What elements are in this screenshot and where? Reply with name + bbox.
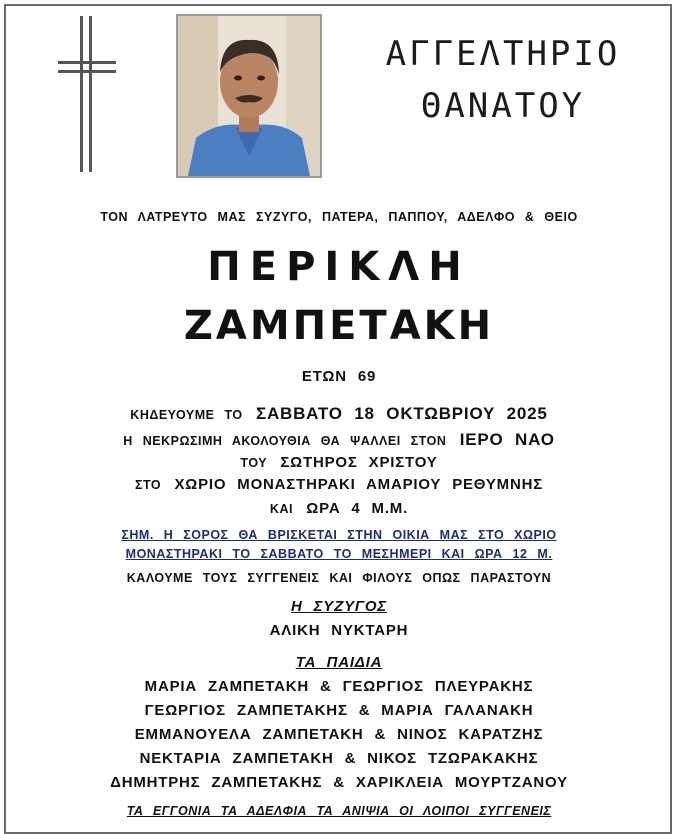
invitation-text: ΚΑΛΟΥΜΕ ΤΟΥΣ ΣΥΓΓΕΝΕΙΣ ΚΑΙ ΦΙΛΟΥΣ ΟΠΩΣ ΠΑΡΑΣΤΟΥΝ bbox=[126, 571, 552, 585]
child-name: ΜΑΡΙΑ ΖΑΜΠΕΤΑΚΗ & ΓΕΩΡΓΙΟΣ ΠΛΕΥΡΑΚΗΣ bbox=[144, 678, 534, 695]
village-line bbox=[0, 476, 678, 494]
child-name: ΝΕΚΤΑΡΙΑ ΖΑΜΠΕΤΑΚΗ & ΝΙΚΟΣ ΤΖΩΡΑΚΑΚΗΣ bbox=[139, 750, 539, 767]
note-line2: ΜΟΝΑΣΤΗΡΑΚΙ ΤΟ ΣΑΒΒΑΤΟ ΤΟ ΜΕΣΗΜΕΡΙ ΚΑΙ ΩΡΑ 12 Μ. bbox=[125, 547, 553, 561]
notice-title-line2: ΘΑΝΑΤΟΥ bbox=[420, 86, 586, 126]
funeral-date-line bbox=[0, 404, 678, 424]
funeral-date-prefix: ΚΗΔΕΥΟΥΜΕ ΤΟ bbox=[130, 408, 243, 422]
child-name: ΓΕΩΡΓΙΟΣ ΖΑΜΠΕΤΑΚΗΣ & ΜΑΡΙΑ ΓΑΛΑΝΑΚΗ bbox=[144, 702, 534, 719]
church: ΙΕΡΟ ΝΑΟ bbox=[459, 430, 555, 449]
service-prefix: Η ΝΕΚΡΩΣΙΜΗ ΑΚΟΛΟΥΘΙΑ ΘΑ ΨΑΛΛΕΙ ΣΤΟΝ bbox=[123, 434, 447, 448]
deceased-first-name: ΠΕΡΙΚΛΗ bbox=[207, 244, 471, 290]
village: ΧΩΡΙΟ ΜΟΝΑΣΤΗΡΑΚΙ ΑΜΑΡΙΟΥ ΡΕΘΥΜΝΗΣ bbox=[174, 476, 544, 493]
time-prefix: ΚΑΙ bbox=[269, 502, 293, 516]
church-of: ΤΟΥ bbox=[240, 456, 268, 470]
church-line bbox=[0, 454, 678, 472]
spouse-name: ΑΛΙΚΗ ΝΥΚΤΑΡΗ bbox=[269, 622, 409, 639]
service-line bbox=[0, 430, 678, 450]
notice-title-line1: ΑΓΓΕΛΤΗΡΙΟ bbox=[385, 34, 621, 74]
child-name: ΔΗΜΗΤΡΗΣ ΖΑΜΠΕΤΑΚΗΣ & ΧΑΡΙΚΛΕΙΑ ΜΟΥΡΤΖΑΝΟΥ bbox=[110, 774, 568, 791]
deceased-portrait bbox=[176, 14, 322, 178]
spouse-heading: Η ΣΥΖΥΓΟΣ bbox=[291, 598, 387, 615]
cross-icon bbox=[58, 16, 116, 172]
relation-text: ΤΟΝ ΛΑΤΡΕΥΤΟ ΜΑΣ ΣΥΖΥΓΟ, ΠΑΤΕΡΑ, ΠΑΠΠΟΥ, ΑΔΕΛΦΟ & ΘΕΙΟ bbox=[100, 210, 578, 224]
child-name: ΕΜΜΑΝΟΥΕΛΑ ΖΑΜΠΕΤΑΚΗ & ΝΙΝΟΣ ΚΑΡΑΤΖΗΣ bbox=[134, 726, 544, 743]
deceased-age: ΕΤΩΝ 69 bbox=[301, 368, 377, 385]
children-heading: ΤΑ ΠΑΙΔΙΑ bbox=[295, 654, 383, 671]
village-prefix: ΣΤΟ bbox=[134, 478, 162, 492]
deceased-last-name: ΖΑΜΠΕΤΑΚΗ bbox=[183, 303, 495, 349]
note-line1: ΣΗΜ. Η ΣΟΡΟΣ ΘΑ ΒΡΙΣΚΕΤΑΙ ΣΤΗΝ ΟΙΚΙΑ ΜΑΣ ΣΤΟ ΧΩΡΙΟ bbox=[121, 528, 557, 542]
footer-relatives: ΤΑ ΕΓΓΟΝΙΑ ΤΑ ΑΔΕΛΦΙΑ ΤΑ ΑΝΙΨΙΑ ΟΙ ΛΟΙΠΟΙ ΣΥΓΓΕΝΕΙΣ bbox=[126, 804, 552, 818]
funeral-date: ΣΑΒΒΑΤΟ 18 ΟΚΤΩΒΡΙΟΥ 2025 bbox=[255, 404, 548, 423]
church-name: ΣΩΤΗΡΟΣ ΧΡΙΣΤΟΥ bbox=[280, 454, 438, 471]
funeral-time: ΩΡΑ 4 Μ.Μ. bbox=[306, 500, 409, 517]
time-line bbox=[0, 500, 678, 518]
